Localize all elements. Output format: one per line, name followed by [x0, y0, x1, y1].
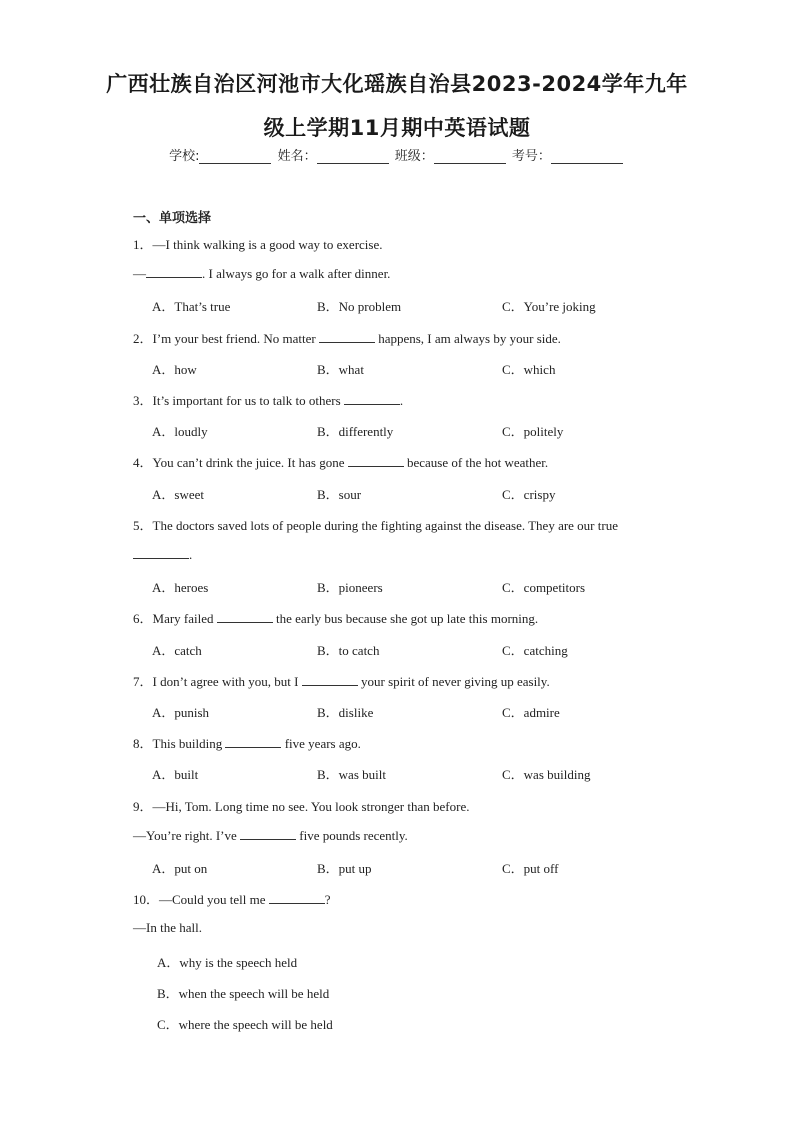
exam-title-line1: 广西壮族自治区河池市大化瑶族自治县2023-2024学年九年	[106, 72, 688, 96]
question-text: You can’t drink the juice. It has gone	[152, 455, 348, 470]
question-text: —	[133, 266, 146, 281]
answer-blank	[146, 265, 202, 278]
option-b: B．dislike	[317, 705, 374, 720]
question-text: .	[189, 547, 193, 562]
question-9	[133, 796, 469, 815]
option-a: A．sweet	[152, 487, 204, 502]
option-c: C．competitors	[502, 580, 586, 595]
option-a: A．why is the speech held	[157, 955, 298, 970]
question-10	[133, 889, 331, 908]
option-a: A．catch	[152, 643, 202, 658]
option-b: B．differently	[317, 424, 394, 439]
option-b: B．to catch	[317, 643, 380, 658]
question-text: This building	[152, 736, 226, 751]
question-text: because of the hot weather.	[403, 455, 549, 470]
option-c: C．put off	[502, 861, 559, 876]
option-b: B．what	[317, 362, 364, 377]
answer-blank	[217, 610, 273, 623]
question-text: your spirit of never giving up easily.	[357, 674, 550, 689]
name-blank	[317, 149, 389, 164]
question-9-line2	[133, 827, 408, 844]
class-blank	[434, 149, 506, 164]
answer-blank	[240, 827, 296, 840]
question-text: happens, I am always by your side.	[374, 331, 561, 346]
option-b: B．put up	[317, 861, 372, 876]
option-c: C．where the speech will be held	[157, 1017, 333, 1032]
question-10-line2: —In the hall.	[133, 920, 202, 935]
question-text: the early bus because she got up late this morning.	[272, 611, 539, 626]
answer-blank	[319, 330, 375, 343]
question-1-line2	[133, 265, 390, 282]
answer-blank	[344, 392, 400, 405]
option-a: A．built	[152, 767, 199, 782]
question-text: five years ago.	[281, 736, 361, 751]
option-b: B．sour	[317, 487, 362, 502]
question-7	[133, 671, 550, 690]
question-number: 2．	[133, 331, 153, 346]
option-b: B．when the speech will be held	[157, 986, 330, 1001]
option-a: A．heroes	[152, 580, 209, 595]
exam-title-line2: 级上学期11月期中英语试题	[263, 116, 531, 140]
option-b: B．was built	[317, 767, 386, 782]
option-a: A．That’s true	[152, 299, 231, 314]
question-text: It’s important for us to talk to others	[152, 393, 344, 408]
question-number: 1．	[133, 237, 153, 252]
exam-number-blank	[551, 149, 623, 164]
question-text: five pounds recently.	[296, 828, 408, 843]
question-text: —Could you tell me	[159, 892, 269, 907]
question-text: I’m your best friend. No matter	[152, 331, 319, 346]
option-b: B．pioneers	[317, 580, 383, 595]
option-c: C．catching	[502, 643, 568, 658]
section-title: 一、单项选择	[133, 211, 212, 226]
exam-number-label: 考号：	[511, 149, 551, 164]
school-blank	[199, 149, 271, 164]
option-c: C．politely	[502, 424, 564, 439]
question-text: .	[399, 393, 404, 408]
question-text: ?	[324, 892, 331, 907]
question-number: 10．	[133, 892, 160, 907]
question-text: I don’t agree with you, but I	[152, 674, 302, 689]
question-1	[133, 234, 383, 253]
question-2	[133, 328, 561, 347]
question-number: 4．	[133, 455, 153, 470]
question-text: . I always go for a walk after dinner.	[202, 266, 391, 281]
answer-blank	[348, 454, 404, 467]
option-a: A．put on	[152, 861, 208, 876]
answer-blank	[225, 735, 281, 748]
question-5	[133, 515, 618, 534]
question-number: 6．	[133, 611, 153, 626]
student-info-row	[0, 145, 794, 164]
question-number: 9．	[133, 799, 153, 814]
answer-blank	[269, 891, 325, 904]
option-c: C．crispy	[502, 487, 556, 502]
question-text: Mary failed	[152, 611, 217, 626]
name-label: 姓名：	[277, 149, 317, 164]
question-text: —You’re right. I’ve	[133, 828, 240, 843]
school-label: 学校:	[169, 149, 200, 164]
question-5-line2	[133, 546, 192, 563]
option-a: A．loudly	[152, 424, 208, 439]
question-number: 5．	[133, 518, 153, 533]
question-3	[133, 390, 403, 409]
question-8	[133, 733, 361, 752]
question-text: The doctors saved lots of people during the fighting against the disease. They are our true	[152, 518, 618, 533]
option-a: A．punish	[152, 705, 210, 720]
question-number: 7．	[133, 674, 153, 689]
question-number: 3．	[133, 393, 153, 408]
question-text: —Hi, Tom. Long time no see. You look stronger than before.	[152, 799, 470, 814]
answer-blank	[302, 673, 358, 686]
question-number: 8．	[133, 736, 153, 751]
question-text: —I think walking is a good way to exercise.	[152, 237, 383, 252]
option-c: C．which	[502, 362, 556, 377]
question-4	[133, 452, 548, 471]
answer-blank	[133, 546, 189, 559]
question-6	[133, 608, 538, 627]
option-c: C．was building	[502, 767, 591, 782]
option-c: C．You’re joking	[502, 299, 596, 314]
option-c: C．admire	[502, 705, 560, 720]
option-a: A．how	[152, 362, 197, 377]
option-b: B．No problem	[317, 299, 402, 314]
class-label: 班级：	[394, 149, 434, 164]
